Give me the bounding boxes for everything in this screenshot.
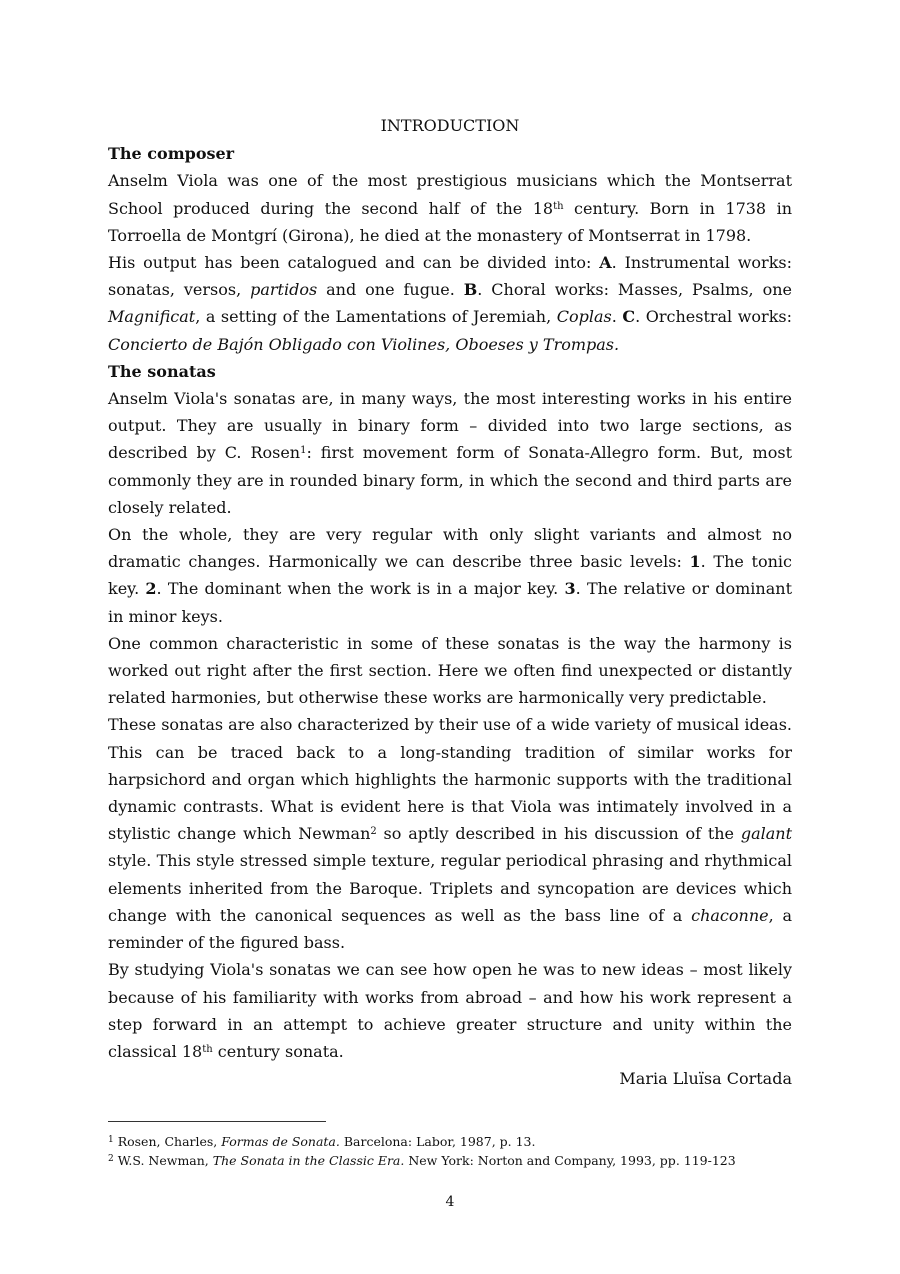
main-text [108,112,792,1092]
footnote-1: $^1$ Rosen, Charles, Formas de Sonata. Barcelona: Labor, 1987, p. 13. [108,1134,536,1149]
paragraph-sonatas-characteristic: One common characteristic in some of these sonatas is the way the harmony is worked out right after the first section. Here we often find unexpected or distantly related harmonies, but otherwise these works are harmonically very predictable. [108,633,792,708]
paragraph-sonatas-form: Anselm Viola's sonatas are, in many ways, the most interesting works in his entire output. They are usually in binary form – divided into two large sections, as described by C. Rosen$^1$: first movement form of Sonata-Allegro form. But, most commonly they are in rounded binary form, in which the second and third parts are closely related. [108,389,793,517]
paragraph-composer-output: His output has been catalogued and can be divided into: A. Instrumental works: sonatas, versos, partidos and one fugue. B. Choral works: Masses, Psalms, one Magnificat, a setting of the Lamentations of Jeremiah, Coplas. C. Orchestral works: Concierto de Bajón Obligado con Violines, Oboeses y Trompas. [108,253,792,354]
paragraph-composer-bio: Anselm Viola was one of the most prestigious musicians which the Montserrat School produced during the second half of the 18th century. Born in 1738 in Torroella de Montgrí (Girona), he died at the monastery of Montserrat in 1798. [108,171,793,245]
page-title: INTRODUCTION [380,116,520,135]
heading-composer: The composer [108,144,235,164]
paragraph-sonatas-conclusion: By studying Viola's sonatas we can see how open he was to new ideas – most likely because of his familiarity with works from abroad – and how his work represent a step forward in an attempt to achieve greater structure and unity within the classical 18th century sonata. [108,960,792,1061]
footnotes [108,1132,808,1170]
author-signature: Maria Lluïsa Cortada [619,1069,792,1089]
paragraph-sonatas-ideas: These sonatas are also characterized by their use of a wide variety of musical ideas. This can be traced back to a long-standing tradition of similar works for harpsichord and organ which highlights the harmonic supports with the traditional dynamic contrasts. What is evident here is that Viola was intimately involved in a stylistic change which Newman$^2$ so aptly described in his discussion of the galant style. This style stressed simple texture, regular periodical phrasing and rhythmical elements inherited from the Baroque. Triplets and syncopation are devices which change with the canonical sequences as well as the bass line of a chaconne, a reminder of the figured bass. [108,715,792,953]
footnote-divider [108,1121,326,1122]
heading-sonatas: The sonatas [108,361,216,381]
paragraph-sonatas-harmony-levels: On the whole, they are very regular with only slight variants and almost no dramatic changes. Harmonically we can describe three basic levels: 1. The tonic key. 2. The dominant when the work is in a major key. 3. The relative or dominant in minor keys. [108,525,792,626]
footnote-ref-1: 1 [300,445,307,457]
page-number: 4 [445,1194,455,1210]
footnote-ref-2: 2 [370,826,377,838]
footnote-2: $^2$ W.S. Newman, The Sonata in the Classic Era. New York: Norton and Company, 1993, pp. 119-123 [108,1153,736,1168]
